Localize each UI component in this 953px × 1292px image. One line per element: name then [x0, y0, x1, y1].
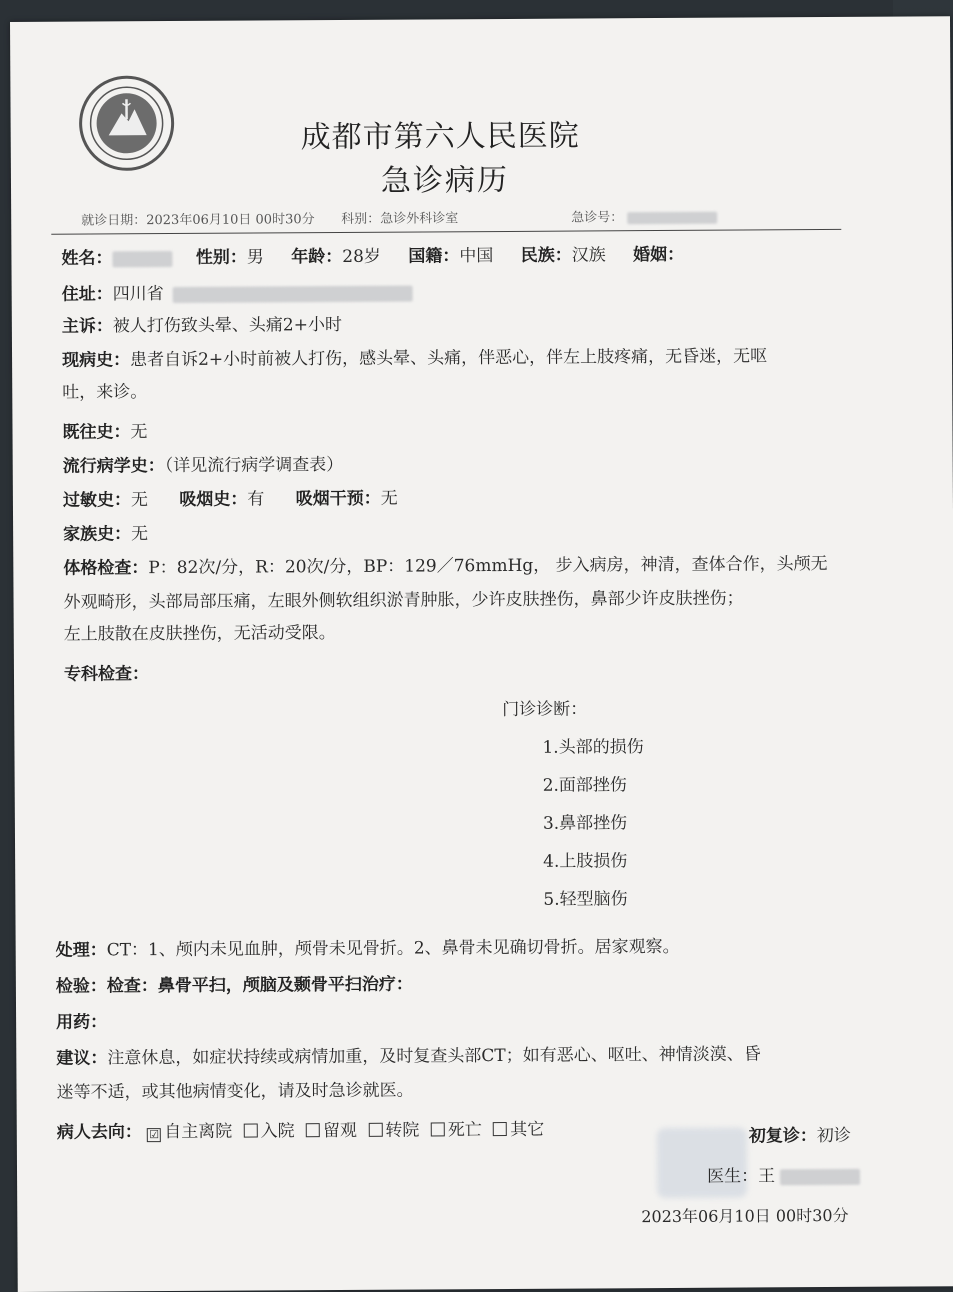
- family-value: 无: [131, 524, 149, 545]
- exam-line3: 左上肢散在皮肤挫伤，无活动受限。: [63, 623, 336, 645]
- doctor-label: 医生：: [707, 1166, 759, 1187]
- redacted-address: [173, 285, 413, 302]
- name-label: 姓名：: [61, 248, 113, 269]
- diagnosis-item-1: 1.头部的损伤: [542, 737, 644, 758]
- special-label: 专科检查：: [63, 664, 150, 685]
- medication-row: [56, 1007, 107, 1032]
- sex-value: 男: [246, 247, 264, 268]
- treatment-value: CT：1、颅内未见血肿，颅骨未见骨折。2、鼻骨未见确切骨折。居家观察。: [106, 936, 680, 961]
- diagnosis-item-5: 5.轻型脑伤: [543, 889, 628, 910]
- family-label: 家族史：: [63, 524, 132, 545]
- exam-line2: 外观畸形，头部局部压痛，左眼外侧软组织淤青肿胀，少许皮肤挫伤，鼻部少许皮肤挫伤；: [63, 588, 744, 613]
- family-history-row: [63, 519, 148, 545]
- medical-record-page: [10, 16, 953, 1292]
- doctor-initial: 王: [758, 1166, 776, 1187]
- nationality-value: 中国: [459, 246, 494, 267]
- advice-row: [56, 1039, 760, 1068]
- present-label: 现病史：: [62, 350, 131, 371]
- diagnosis-title: 门诊诊断：: [502, 699, 588, 721]
- present-line2: 吐，来诊。: [62, 382, 148, 403]
- past-label: 既往史：: [62, 422, 131, 443]
- doctor-row: [707, 1161, 861, 1187]
- physical-exam-row: [63, 549, 827, 579]
- epi-label: 流行病学史：: [62, 456, 165, 477]
- address-row: [62, 278, 414, 305]
- test-label: 检验：: [55, 976, 107, 997]
- checkbox-unchecked: [244, 1124, 258, 1138]
- address-label: 住址：: [61, 284, 113, 305]
- past-value: 无: [130, 422, 148, 443]
- disposition-label: 病人去向：: [56, 1122, 142, 1143]
- checkbox-unchecked: [493, 1122, 507, 1136]
- diagnosis-item-2: 2.面部挫伤: [542, 775, 627, 796]
- test-row: [56, 970, 413, 997]
- exam-line1: P：82次/分，R：20次/分，BP：129／76mmHg， 步入病房，神清，查体合作，头颅无: [148, 554, 828, 579]
- chief-value: 被人打伤致头晕、头痛2+小时: [112, 314, 342, 337]
- checkbox-unchecked: [431, 1122, 445, 1136]
- header-divider: [51, 229, 841, 235]
- ethnicity-label: 民族：: [520, 245, 572, 266]
- nationality-label: 国籍：: [408, 246, 460, 267]
- redacted-er-number: [627, 211, 717, 224]
- disposition-option-transfer: 转院: [368, 1121, 419, 1141]
- visit-date: 就诊日期：2023年06月10日 00时30分: [81, 212, 315, 229]
- epi-value: （详见流行病学调查表）: [164, 454, 344, 477]
- smoke-value: 有: [247, 489, 265, 510]
- age-label: 年龄：: [291, 246, 343, 268]
- treatment-label: 处理：: [55, 940, 107, 961]
- hospital-name: 成都市第六人民医院: [300, 118, 580, 156]
- disposition-option-self-discharge: ☑ 自主离院: [147, 1122, 232, 1143]
- ethnicity-value: 汉族: [571, 245, 606, 266]
- disposition-option-other: 其它: [493, 1120, 544, 1140]
- present-illness-row: [62, 341, 767, 370]
- smoke-label: 吸烟史：: [179, 489, 248, 510]
- special-exam-row: [64, 659, 149, 685]
- diagnosis-item-3: 3.鼻部挫伤: [542, 813, 628, 834]
- exam-label: 体格检查：: [63, 558, 149, 579]
- visit-type-value: 初诊: [816, 1125, 851, 1147]
- signed-time: 2023年06月10日 00时30分: [641, 1205, 849, 1227]
- patient-info-row: [61, 240, 684, 269]
- past-history-row: [62, 417, 147, 443]
- advice-label: 建议：: [56, 1048, 108, 1069]
- department: 科别：急诊外科诊室: [341, 211, 459, 227]
- disposition-option-observe: 留观: [306, 1121, 357, 1141]
- hospital-logo-seal: [76, 73, 177, 174]
- address-value: 四川省: [112, 284, 164, 305]
- allergy-label: 过敏史：: [62, 490, 131, 511]
- smoke-intervention-label: 吸烟干预：: [295, 488, 381, 510]
- medication-label: 用药：: [56, 1012, 108, 1033]
- diagnosis-item-4: 4.上肢损伤: [543, 851, 628, 872]
- visit-type-row: [749, 1121, 851, 1147]
- treatment-row: [56, 932, 680, 961]
- allergy-value: 无: [130, 490, 148, 511]
- redacted-doctor-name: [780, 1168, 860, 1184]
- redacted-name: [112, 251, 172, 267]
- age-value: 28岁: [342, 246, 381, 267]
- allergy-smoking-row: [63, 484, 398, 511]
- advice-line2: 迷等不适，或其他病情变化，请及时急诊就医。: [56, 1080, 414, 1103]
- chief-label: 主诉：: [61, 316, 113, 337]
- checkbox-unchecked: [368, 1123, 382, 1137]
- chief-complaint-row: [62, 310, 342, 337]
- epidemiology-row: [63, 450, 344, 477]
- marital-label: 婚姻：: [633, 244, 685, 266]
- checkbox-checked: ☑: [147, 1128, 161, 1142]
- er-number-label: 急诊号：: [571, 210, 624, 226]
- present-line1: 患者自诉2+小时前被人打伤，感头晕、头痛，伴恶心，伴左上肢疼痛，无昏迷，无呕: [130, 346, 768, 371]
- disposition-row: [57, 1115, 545, 1143]
- disposition-option-death: 死亡: [431, 1120, 482, 1140]
- test-value: 检查：鼻骨平扫，颅脑及颞骨平扫治疗：: [106, 974, 413, 997]
- visit-type-label: 初复诊：: [748, 1126, 817, 1147]
- advice-line1: 注意休息，如症状持续或病情加重，及时复查头部CT；如有恶心、呕吐、神情淡漠、昏: [107, 1044, 761, 1069]
- disposition-option-admit: 入院: [244, 1121, 295, 1141]
- smoke-intervention-value: 无: [380, 488, 398, 509]
- sex-label: 性别：: [195, 247, 247, 268]
- checkbox-unchecked: [306, 1123, 320, 1137]
- record-title: 急诊病历: [380, 162, 510, 199]
- er-number: [571, 206, 717, 226]
